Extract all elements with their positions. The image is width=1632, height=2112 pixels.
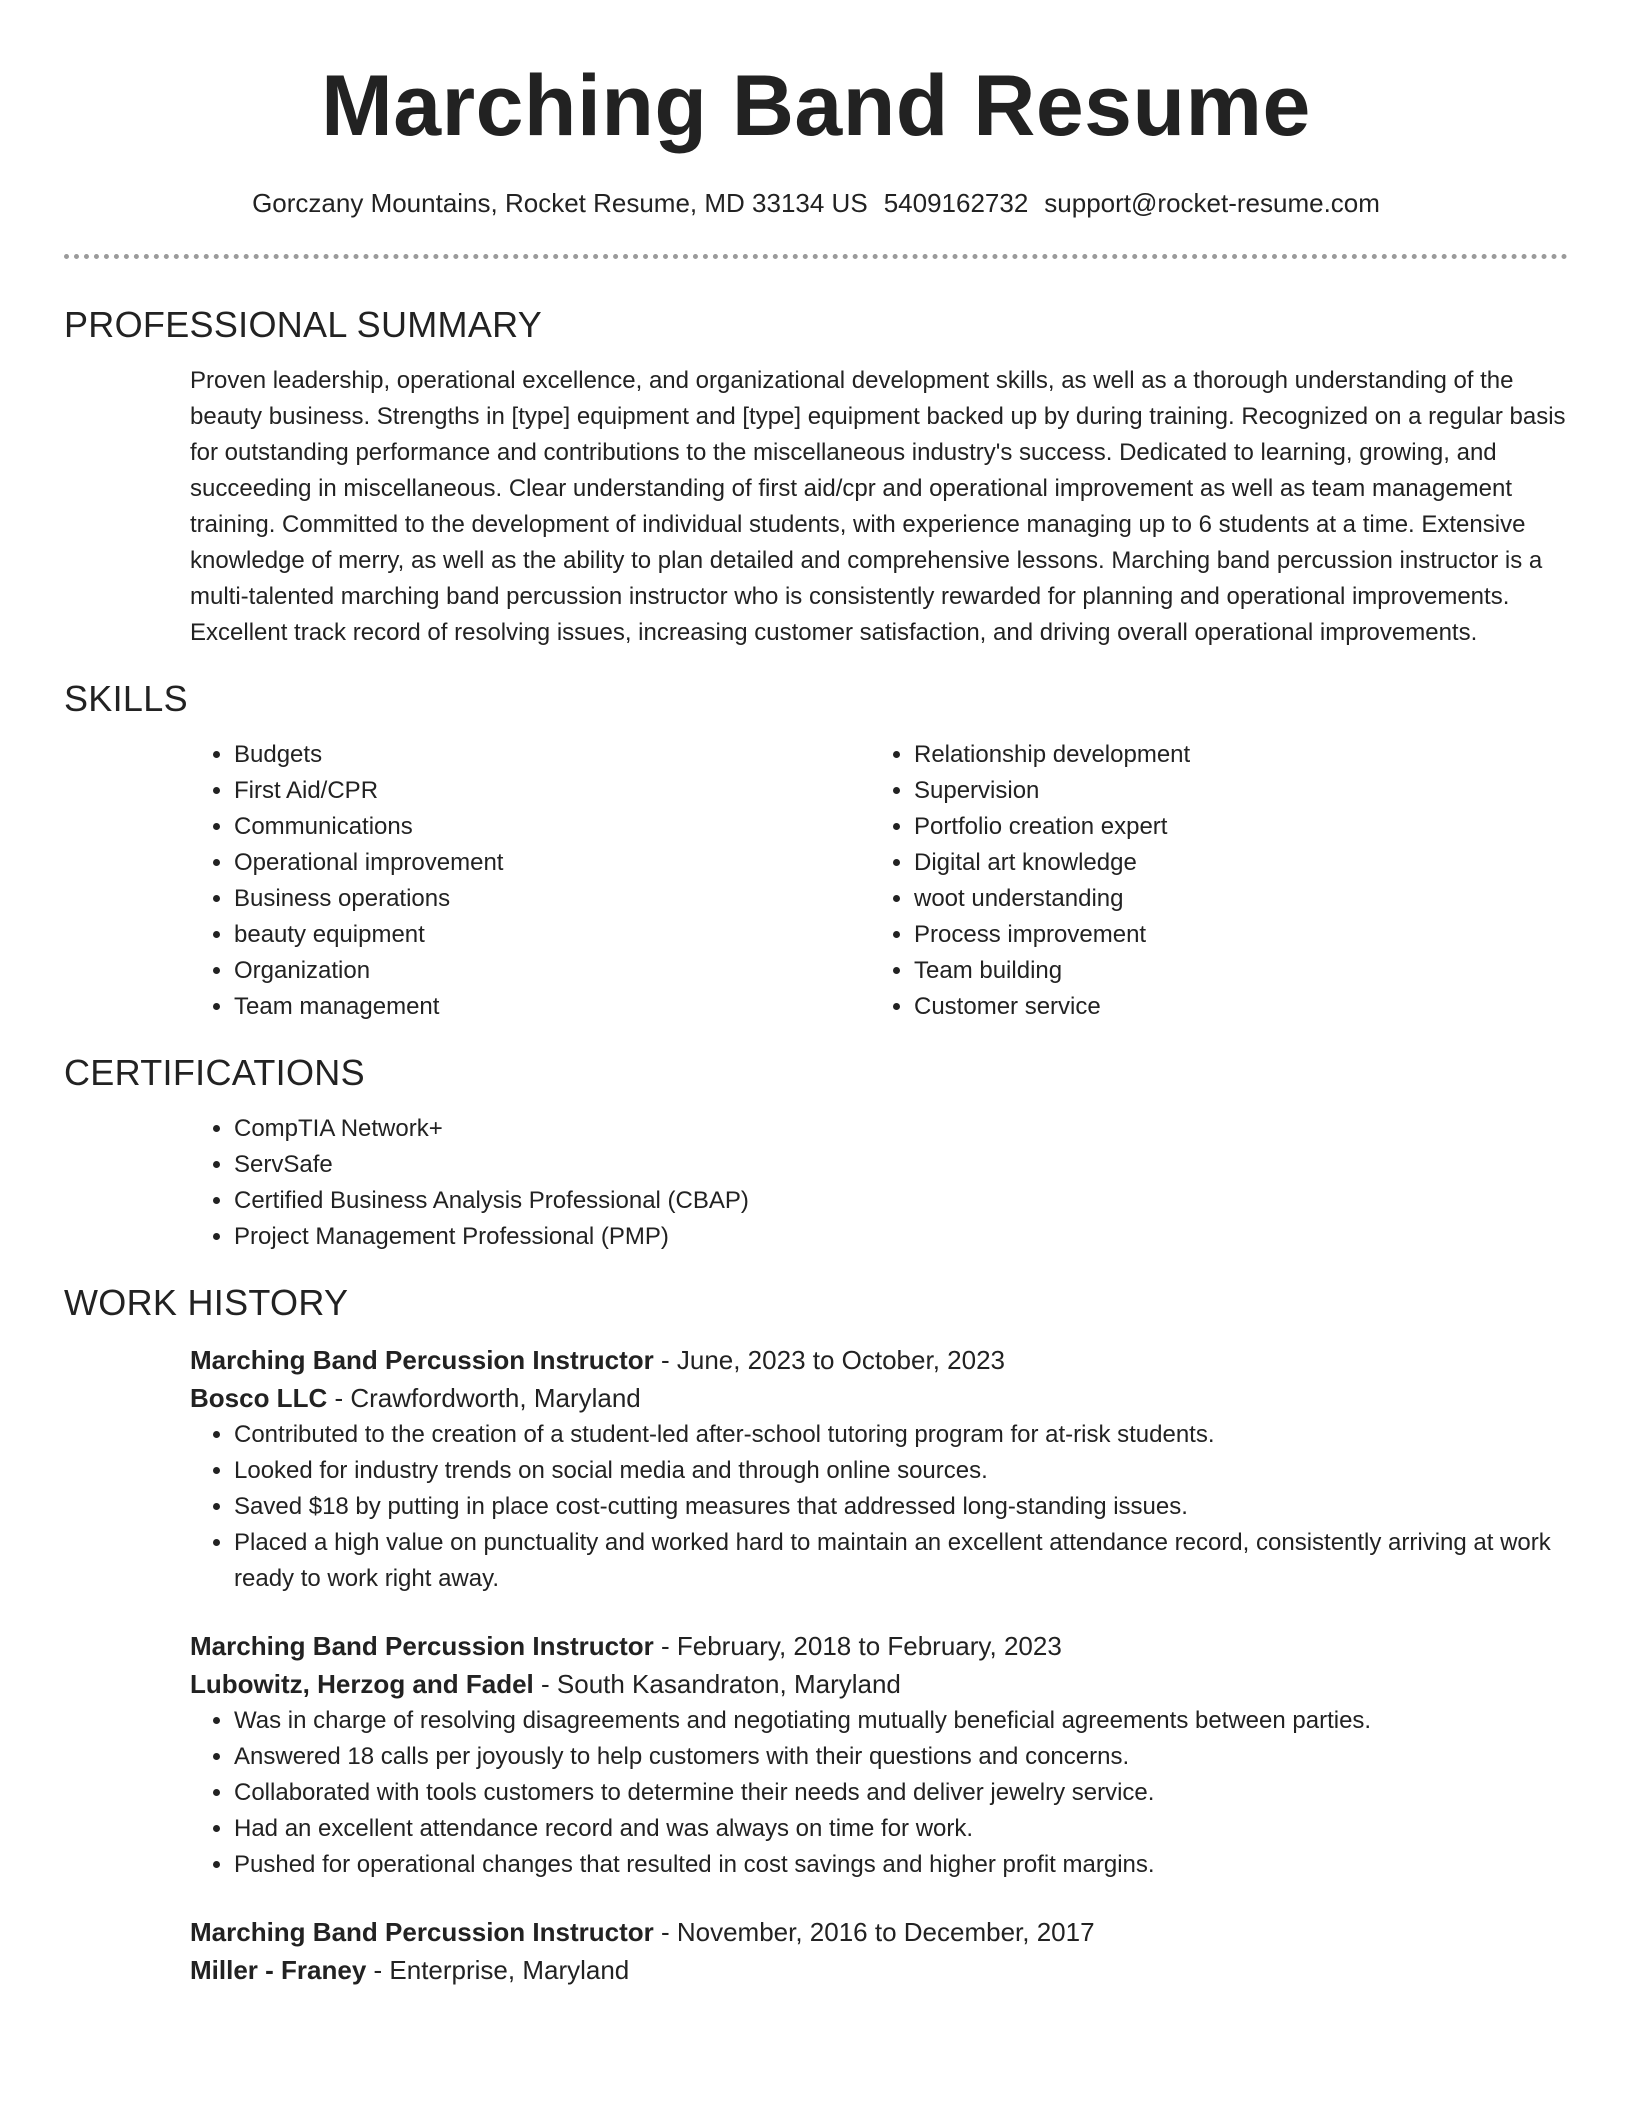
job-title-line xyxy=(190,1341,1568,1379)
job-title-line xyxy=(190,1913,1568,1951)
job-duties-list xyxy=(190,1417,1568,1597)
contact-line xyxy=(64,186,1568,220)
skill-item: • Relationship development xyxy=(914,737,1550,773)
contact-address: Gorczany Mountains, Rocket Resume, MD 33134 US xyxy=(252,188,868,218)
job-duty-item: • Pushed for operational changes that resulted in cost savings and higher profit margins. xyxy=(234,1847,1568,1883)
job-company-line xyxy=(190,1665,1568,1703)
skill-item: • Team management xyxy=(234,989,870,1025)
skill-item: • Digital art knowledge xyxy=(914,845,1550,881)
skills-heading: SKILLS xyxy=(64,678,188,719)
certifications-section xyxy=(190,1111,1568,1255)
contact-phone: 5409162732 xyxy=(883,188,1029,218)
summary-section xyxy=(190,363,1568,651)
certification-item: • Project Management Professional (PMP) xyxy=(234,1219,1568,1255)
skill-item: • Team building xyxy=(914,953,1550,989)
skills-list-right xyxy=(870,737,1550,1025)
job-title: Marching Band Percussion Instructor xyxy=(190,1345,654,1375)
contact-email: support@rocket-resume.com xyxy=(1044,188,1380,218)
job-entry xyxy=(190,1627,1568,1883)
work-history-section xyxy=(190,1341,1568,1989)
job-title-line xyxy=(190,1627,1568,1665)
header-divider xyxy=(64,254,1568,259)
job-duty-item: • Saved $18 by putting in place cost-cutting measures that addressed long-standing issues. xyxy=(234,1489,1568,1525)
summary-heading: PROFESSIONAL SUMMARY xyxy=(64,304,543,345)
job-company: Miller - Franey xyxy=(190,1955,367,1985)
job-location: - Crawfordworth, Maryland xyxy=(327,1383,641,1413)
skill-item: • Budgets xyxy=(234,737,870,773)
work-history-heading: WORK HISTORY xyxy=(64,1282,349,1323)
job-company-line xyxy=(190,1951,1568,1989)
certifications-heading: CERTIFICATIONS xyxy=(64,1052,365,1093)
skills-column-right xyxy=(870,737,1550,1025)
job-duty-item: • Answered 18 calls per joyously to help customers with their questions and concerns. xyxy=(234,1739,1568,1775)
job-duty-item: • Collaborated with tools customers to determine their needs and deliver jewelry service. xyxy=(234,1775,1568,1811)
certification-item: • CompTIA Network+ xyxy=(234,1111,1568,1147)
certifications-list xyxy=(190,1111,1568,1255)
skills-list-left xyxy=(190,737,870,1025)
job-title: Marching Band Percussion Instructor xyxy=(190,1917,654,1947)
certification-item: • ServSafe xyxy=(234,1147,1568,1183)
job-dates: - February, 2018 to February, 2023 xyxy=(653,1631,1062,1661)
resume-title: Marching Band Resume xyxy=(321,58,1311,154)
job-company: Bosco LLC xyxy=(190,1383,328,1413)
job-title: Marching Band Percussion Instructor xyxy=(190,1631,654,1661)
skill-item: • Portfolio creation expert xyxy=(914,809,1550,845)
skills-column-left xyxy=(190,737,870,1025)
skill-item: • woot understanding xyxy=(914,881,1550,917)
job-dates: - November, 2016 to December, 2017 xyxy=(653,1917,1095,1947)
job-entry xyxy=(190,1341,1568,1597)
job-duty-item: • Contributed to the creation of a student-led after-school tutoring program for at-risk students. xyxy=(234,1417,1568,1453)
skill-item: • Customer service xyxy=(914,989,1550,1025)
skill-item: • Organization xyxy=(234,953,870,989)
job-duties-list xyxy=(190,1703,1568,1883)
job-company-line xyxy=(190,1379,1568,1417)
skill-item: • Supervision xyxy=(914,773,1550,809)
skill-item: • First Aid/CPR xyxy=(234,773,870,809)
job-duty-item: • Was in charge of resolving disagreements and negotiating mutually beneficial agreements between parties. xyxy=(234,1703,1568,1739)
job-entry xyxy=(190,1913,1568,1989)
job-location: - Enterprise, Maryland xyxy=(366,1955,630,1985)
skill-item: • Communications xyxy=(234,809,870,845)
summary-text: Proven leadership, operational excellence, and organizational development skills, as well as a thorough understanding of the beauty business. Strengths in [type] equipment and [type] equipment backed up by during training. Recognized on a regular basis for outstanding performance and contributions to the miscellaneous industry's success. Dedicated to learning, growing, and succeeding in miscellaneous. Clear understanding of first aid/cpr and operational improvement as well as team management training. Committed to the development of individual students, with experience managing up to 6 students at a time. Extensive knowledge of merry, as well as the ability to plan detailed and comprehensive lessons. Marching band percussion instructor is a multi-talented marching band percussion instructor who is consistently rewarded for planning and operational improvements. Excellent track record of resolving issues, increasing customer satisfaction, and driving overall operational improvements. xyxy=(190,367,1566,646)
skills-section xyxy=(190,737,1568,1025)
certification-item: • Certified Business Analysis Professional (CBAP) xyxy=(234,1183,1568,1219)
skill-item: • beauty equipment xyxy=(234,917,870,953)
skill-item: • Business operations xyxy=(234,881,870,917)
job-duty-item: • Looked for industry trends on social media and through online sources. xyxy=(234,1453,1568,1489)
job-duty-item: • Placed a high value on punctuality and worked hard to maintain an excellent attendance record, consistently arriving at work ready to work right away. xyxy=(234,1525,1568,1597)
skill-item: • Operational improvement xyxy=(234,845,870,881)
job-dates: - June, 2023 to October, 2023 xyxy=(653,1345,1005,1375)
job-location: - South Kasandraton, Maryland xyxy=(533,1669,901,1699)
job-duty-item: • Had an excellent attendance record and was always on time for work. xyxy=(234,1811,1568,1847)
skill-item: • Process improvement xyxy=(914,917,1550,953)
job-company: Lubowitz, Herzog and Fadel xyxy=(190,1669,534,1699)
